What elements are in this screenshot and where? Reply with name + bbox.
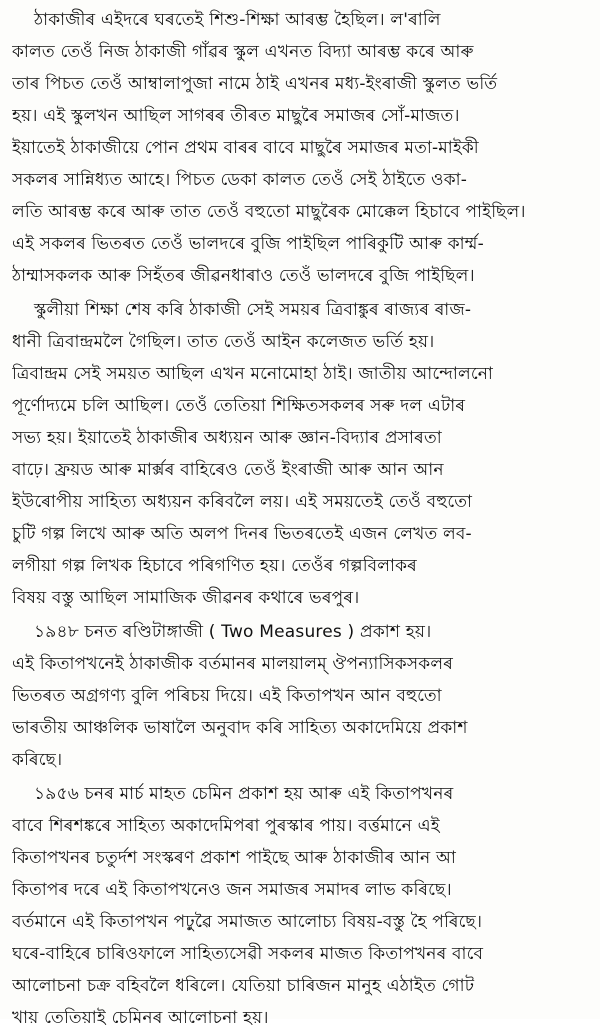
text-line: খায় তেতিয়াই চেমিনৰ আলোচনা হয়।: [12, 1008, 269, 1028]
text-line: ঘৰে-বাহিৰে চাৰিওফালে সাহিত্যসেৱী সকলৰ মাজত কিতাপখনৰ বাবে: [12, 944, 484, 964]
text-line: বাবে শিৰশঙ্কৰে সাহিত্য অকাদেমিপৰা পুৰস্কাৰ পায়। বৰ্ত্তমানে এই: [12, 816, 440, 836]
text-line: ভিতৰত অগ্ৰগণ্য বুলি পৰিচয় দিয়ে। এই কিতাপখন আন বহুতো: [12, 686, 442, 706]
text-line: লগীয়া গল্প লিখক হিচাবে পৰিগণিত হয়। তেওঁৰ গল্পবিলাকৰ: [12, 556, 417, 576]
text-line: কিতাপৰ দৰে এই কিতাপখনেও জন সমাজৰ সমাদৰ লাভ কৰিছে।: [12, 880, 452, 900]
text-line: পূৰ্ণোদ্যমে চলি আছিল। তেওঁ তেতিয়া শিক্ষিতসকলৰ সৰু দল এটাৰ: [12, 396, 466, 416]
text-line: বৰ্তমানে এই কিতাপখন পঢ়ুৱৈ সমাজত আলোচ্য বিষয়-বস্তু হৈ পৰিছে।: [12, 912, 483, 932]
text-line: সভ্য হয়। ইয়াতেই ঠাকাজীৰ অধ্যয়ন আৰু জ্ঞান-বিদ্যাৰ প্ৰসাৰতা: [12, 428, 442, 448]
text-line: এই সকলৰ ভিতৰত তেওঁ ভালদৰে বুজি পাইছিল পাৰিকুটি আৰু কাৰ্ম্ম-: [12, 234, 484, 254]
paragraph: [12, 616, 594, 776]
text-line: ভাৰতীয় আঞ্চলিক ভাষালৈ অনুবাদ কৰি সাহিত্য অকাদেমিয়ে প্ৰকাশ: [12, 718, 468, 738]
text-line: কৰিছে।: [12, 750, 63, 770]
paragraph: [12, 294, 594, 614]
text-line: ত্ৰিবান্দ্ৰম সেই সময়ত আছিল এখন মনোমোহা ঠাই। জাতীয় আন্দোলনো: [12, 364, 494, 384]
text-line: আলোচনা চক্ৰ বহিবলৈ ধৰিলে। যেতিয়া চাৰিজন মানুহ এঠাইত গোট: [12, 976, 475, 996]
text-line: কালত তেওঁ নিজ ঠাকাজী গাঁৱৰ স্কুল এখনত বিদ্যা আৰম্ভ কৰে আৰু: [12, 42, 474, 62]
text-line: স্কুলীয়া শিক্ষা শেষ কৰি ঠাকাজী সেই সময়ৰ ত্ৰিবাঙ্কুৰ ৰাজ্যৰ ৰাজ-: [34, 300, 472, 320]
text-line: ঠাম্মাসকলক আৰু সিহঁতৰ জীৱনধাৰাও তেওঁ ভালদৰে বুজি পাইছিল।: [12, 266, 475, 286]
paragraph: [12, 4, 594, 292]
text-line: বিষয় বস্তু আছিল সামাজিক জীৱনৰ কথাৰে ভৰপুৰ।: [12, 588, 360, 608]
text-line: ১৯৫৬ চনৰ মাৰ্চ মাহত চেমিন প্ৰকাশ হয় আৰু এই কিতাপখনৰ: [34, 784, 454, 804]
text-line: ধানী ত্ৰিবান্দ্ৰমলৈ গৈছিল। তাত তেওঁ আইন কলেজত ভৰ্তি হয়।: [12, 332, 435, 352]
text-line: ঠাকাজীৰ এইদৰে ঘৰতেই শিশু-শিক্ষা আৰম্ভ হৈছিল। ল'ৰালি: [34, 10, 441, 30]
paragraph: [12, 778, 594, 1034]
text-line: চুটি গল্প লিখে আৰু অতি অলপ দিনৰ ভিতৰতেই এজন লেখত লব-: [12, 524, 472, 544]
text-line: লতি আৰম্ভ কৰে আৰু তাত তেওঁ বহুতো মাছুৰৈক মোক্কেল হিচাবে পাইছিল।: [12, 202, 526, 222]
text-line: তাৰ পিচত তেওঁ আম্বালাপুজা নামে ঠাই এখনৰ মধ্য-ইংৰাজী স্কুলত ভৰ্তি: [12, 74, 498, 94]
text-line: সকলৰ সান্নিধ্যত আহে। পিচত ডেকা কালত তেওঁ সেই ঠাইতে ওকা-: [12, 170, 468, 190]
text-line: কিতাপখনৰ চতুৰ্দশ সংস্কৰণ প্ৰকাশ পাইছে আৰু ঠাকাজীৰ আন আ: [12, 848, 456, 868]
text-line: ১৯৪৮ চনত ৰণ্ডিটাঙ্গাজী ( Two Measures ) প্ৰকাশ হয়।: [34, 622, 432, 642]
text-line: ইয়াতেই ঠাকাজীয়ে পোন প্ৰথম বাৰৰ বাবে মাছুৰৈ সমাজৰ মতা-মাইকী: [12, 138, 479, 158]
text-line: হয়। এই স্কুলখন আছিল সাগৰৰ তীৰত মাছুৰৈ সমাজৰ সোঁ-মাজত।: [12, 106, 460, 126]
text-line: ইউৰোপীয় সাহিত্য অধ্যয়ন কৰিবলৈ লয়। এই সময়তেই তেওঁ বহুতো: [12, 492, 473, 512]
text-line: বাঢ়ে। ফ্ৰয়ড আৰু মাৰ্ক্সৰ বাহিৰেও তেওঁ ইংৰাজী আৰু আন আন: [12, 460, 444, 480]
text-line: এই কিতাপখনেই ঠাকাজীক বৰ্তমানৰ মালয়ালম্ ঔপন্যাসিকসকলৰ: [12, 654, 454, 674]
